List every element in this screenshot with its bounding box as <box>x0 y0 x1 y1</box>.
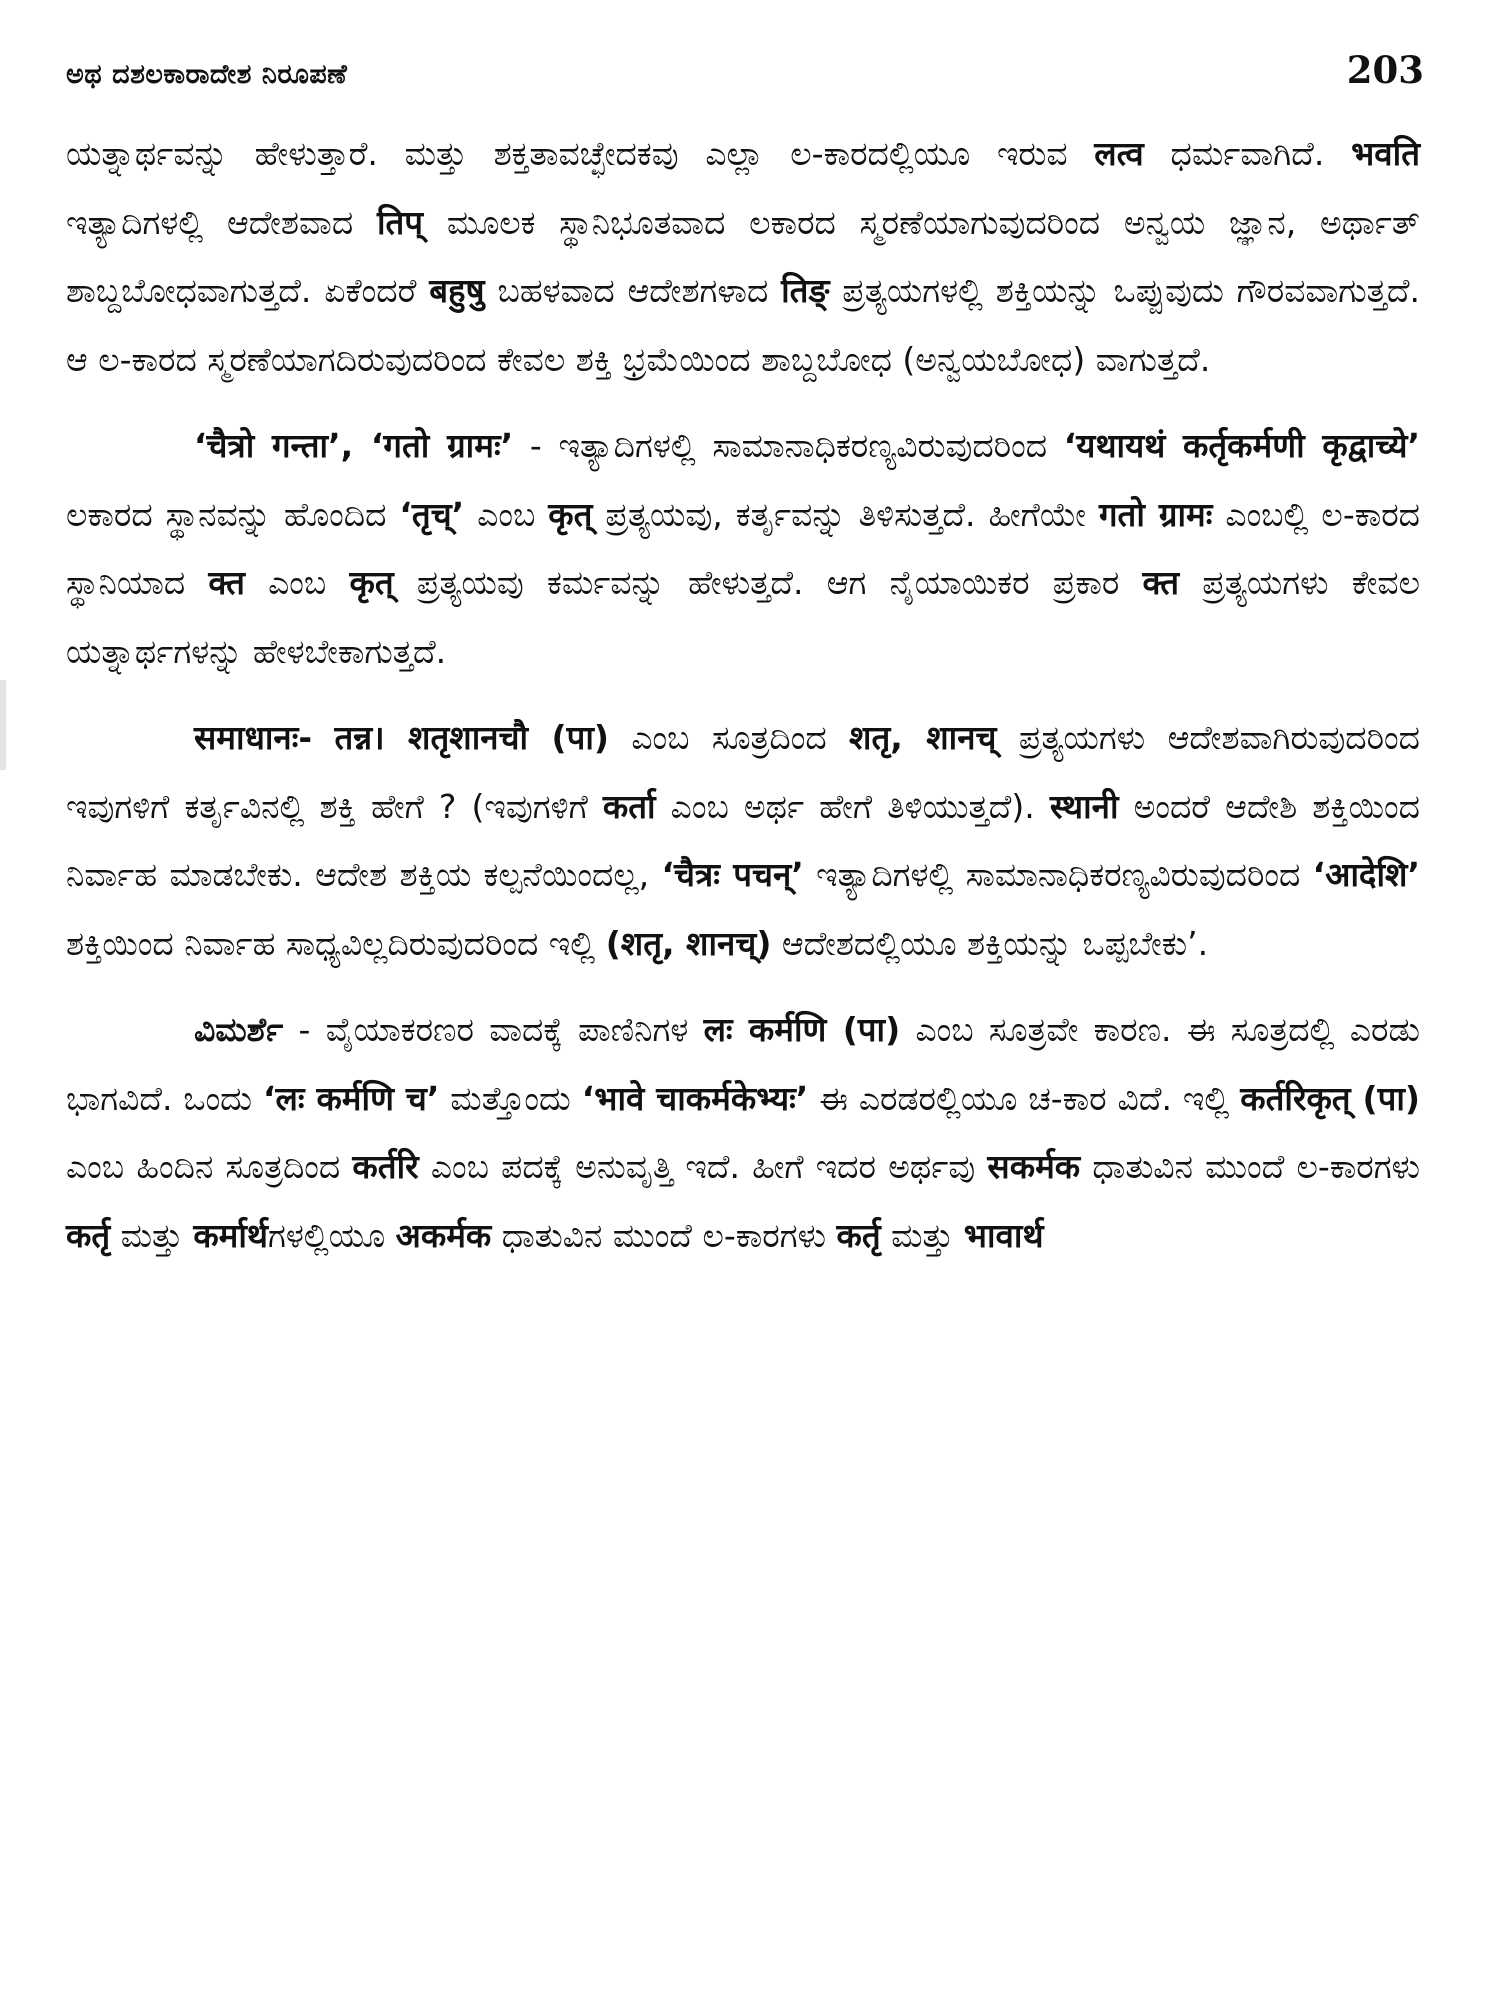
scan-edge-shadow <box>0 680 6 770</box>
kannada-text: ಎಂಬಲ್ಲಿ ಲ-ಕಾರದ ಸ್ಥಾನಿಯಾದ <box>66 494 1421 602</box>
kannada-text: ಬಹಳವಾದ ಆದೇಶಗಳಾದ <box>484 271 782 310</box>
sanskrit-term: शतृ, शानच् <box>849 718 997 757</box>
sanskrit-term: तिप् <box>376 202 424 242</box>
sanskrit-term: ‘तृच्’ <box>399 494 465 534</box>
sanskrit-term: कृत् <box>548 494 593 534</box>
kannada-text: ಯತ್ನಾರ್ಥವನ್ನು ಹೇಳುತ್ತಾರೆ. ಮತ್ತು ಶಕ್ತತಾವಚ್ಛೇದಕವು ಎಲ್ಲಾ ಲ-ಕಾರದಲ್ಲಿಯೂ ಇರುವ <box>66 134 1095 173</box>
paragraph-2 <box>66 412 1420 686</box>
sanskrit-term: कर्ता <box>602 786 656 826</box>
kannada-text: ಎಂಬ <box>244 563 350 602</box>
sanskrit-term: ‘लः कर्मणि च’ <box>262 1078 440 1118</box>
kannada-text: ಶಕ್ತಿಯಿಂದ ನಿರ್ವಾಹ ಸಾಧ್ಯವಿಲ್ಲದಿರುವುದರಿಂದ ಇಲ್ಲಿ <box>66 923 606 963</box>
sanskrit-term: अकर्मक <box>395 1215 492 1255</box>
sanskrit-term: क्त <box>1142 563 1180 602</box>
kannada-text: ಪ್ರತ್ಯಯಗಳು ಆದೇಶವಾಗಿರುವುದರಿಂದ ಇವುಗಳಿಗೆ ಕರ್ತೃವಿನಲ್ಲಿ ಶಕ್ತಿ ಹೇಗೆ ? (ಇವುಗಳಿಗೆ <box>66 718 1420 826</box>
sanskrit-term: ವಿಮರ್ಶೆ <box>194 1010 284 1049</box>
sanskrit-term: समाधानः- <box>194 718 313 757</box>
kannada-text: ಪ್ರತ್ಯಯವು ಕರ್ಮವನ್ನು ಹೇಳುತ್ತದೆ. ಆಗ ನೈಯಾಯಿಕರ ಪ್ರಕಾರ <box>393 563 1143 602</box>
sanskrit-term: कर्तरिकृत् (पा) <box>1240 1078 1420 1118</box>
kannada-text: ಮತ್ತು <box>110 1215 194 1255</box>
kannada-text: ಮತ್ತೊಂದು <box>439 1078 582 1118</box>
kannada-text: ಮೂಲಕ ಸ್ಥಾನಿಭೂತವಾದ ಲಕಾರದ ಸ್ಮರಣೆಯಾಗುವುದರಿಂದ ಅನ್ವಯ ಜ್ಞಾನ, ಅರ್ಥಾತ್ ಶಾಬ್ದಬೋಧವಾಗುತ್ತದೆ. ಏಕೆಂದರೆ <box>66 202 1420 310</box>
kannada-text: ಎಂಬ ಹಿಂದಿನ ಸೂತ್ರದಿಂದ <box>66 1147 353 1186</box>
kannada-text: ಧಾತುವಿನ ಮುಂದೆ ಲ-ಕಾರಗಳು <box>491 1215 837 1255</box>
sanskrit-term: ‘चैत्रो गन्ता’, ‘गतो ग्रामः’ <box>194 426 514 465</box>
kannada-text: ಇತ್ಯಾದಿಗಳಲ್ಲಿ ಆದೇಶವಾದ <box>66 202 377 242</box>
kannada-text: ಲಕಾರದ ಸ್ಥಾನವನ್ನು ಹೊಂದಿದ <box>66 494 400 534</box>
sanskrit-term: लत्व <box>1094 134 1144 173</box>
page-number: 203 <box>1346 48 1424 92</box>
sanskrit-term: कर्मार्थ <box>193 1215 269 1255</box>
running-header <box>66 48 1424 118</box>
kannada-text: ಧಾತುವಿನ ಮುಂದೆ ಲ-ಕಾರಗಳು <box>1080 1147 1420 1186</box>
sanskrit-term: ‘भावे चाकर्मकेभ्यः’ <box>581 1078 809 1118</box>
sanskrit-term: (शतृ, शानच्) <box>605 923 772 963</box>
kannada-text: ಇತ್ಯಾದಿಗಳಲ್ಲಿ ಸಾಮಾನಾಧಿಕರಣ್ಯವಿರುವುದರಿಂದ <box>803 855 1313 894</box>
sanskrit-term: लः कर्मणि (पा) <box>703 1010 901 1049</box>
sanskrit-term: बहुषु <box>429 271 485 310</box>
sanskrit-term: कर्तृ <box>66 1215 111 1255</box>
kannada-text: ಎಂಬ ಸೂತ್ರದಿಂದ <box>608 718 850 757</box>
sanskrit-term: तिङ् <box>781 271 830 310</box>
body-text <box>66 120 1420 1270</box>
sanskrit-term: स्थानी <box>1049 786 1119 826</box>
kannada-text: ಎಂಬ ಪದಕ್ಕೆ ಅನುವೃತ್ತಿ ಇದೆ. ಹೀಗೆ ಇದರ ಅರ್ಥವು <box>418 1147 988 1186</box>
sanskrit-term: ‘यथायथं कर्तृकर्मणी कृद्वाच्ये’ <box>1063 426 1421 465</box>
kannada-text: ಅಂದರೆ ಆದೇಶಿ ಶಕ್ತಿಯಿಂದ ನಿರ್ವಾಹ ಮಾಡಬೇಕು. ಆದೇಶ ಶಕ್ತಿಯ ಕಲ್ಪನೆಯಿಂದಲ್ಲ, <box>66 786 1420 894</box>
kannada-text: ಮತ್ತು <box>880 1215 964 1255</box>
sanskrit-term: भवति <box>1351 134 1420 173</box>
sanskrit-term: ‘आदेशि’ <box>1312 855 1420 894</box>
paragraph-4-vimarshe <box>66 996 1420 1270</box>
kannada-text: ಪ್ರತ್ಯಯಗಳು ಕೇವಲ ಯತ್ನಾರ್ಥಗಳನ್ನು ಹೇಳಬೇಕಾಗುತ್ತದೆ. <box>66 563 1420 671</box>
kannada-text: ಗಳಲ್ಲಿಯೂ <box>268 1215 396 1255</box>
kannada-text: ಆದೇಶದಲ್ಲಿಯೂ ಶಕ್ತಿಯನ್ನು ಒಪ್ಪಬೇಕು’. <box>771 923 1209 963</box>
sanskrit-term: क्त <box>208 563 245 602</box>
kannada-text: ಪ್ರತ್ಯಯಗಳಲ್ಲಿ ಶಕ್ತಿಯನ್ನು ಒಪ್ಪುವುದು ಗೌರವವಾಗುತ್ತದೆ. ಆ ಲ-ಕಾರದ ಸ್ಮರಣೆಯಾಗದಿರುವುದರಿಂದ ಕೇವಲ ಶಕ್ತಿ ಭ್ರಮೆಯಿಂದ ಶಾಬ್ದಬೋಧ (ಅನ್ವಯಬೋಧ) ವಾಗುತ್ತದೆ. <box>66 271 1420 379</box>
chapter-title: ಅಥ ದಶಲಕಾರಾದೇಶ ನಿರೂಪಣೆ <box>66 59 348 90</box>
sanskrit-term: कृत् <box>349 563 394 602</box>
kannada-text: - ಇತ್ಯಾದಿಗಳಲ್ಲಿ ಸಾಮಾನಾಧಿಕರಣ್ಯವಿರುವುದರಿಂದ <box>513 426 1064 465</box>
sanskrit-term: तन्न। शतृशानचौ (पा) <box>334 718 609 757</box>
kannada-text: ಈ ಎರಡರಲ್ಲಿಯೂ ಚ-ಕಾರ ವಿದೆ. ಇಲ್ಲಿ <box>808 1078 1241 1118</box>
sanskrit-term: ‘चैत्रः पचन्’ <box>661 855 804 894</box>
kannada-text: ಎಂಬ <box>464 494 549 534</box>
paragraph-3-samadhana <box>66 704 1420 978</box>
sanskrit-term: कर्तरि <box>352 1147 419 1186</box>
kannada-text: - ವೈಯಾಕರಣರ ವಾದಕ್ಕೆ ಪಾಣಿನಿಗಳ <box>283 1010 704 1049</box>
sanskrit-term: भावार्थ <box>963 1215 1044 1255</box>
kannada-text: ಪ್ರತ್ಯಯವು, ಕರ್ತೃವನ್ನು ತಿಳಿಸುತ್ತದೆ. ಹೀಗೆಯೇ <box>592 494 1099 534</box>
kannada-text <box>312 718 334 757</box>
kannada-text: ಎಂಬ ಅರ್ಥ ಹೇಗೆ ತಿಳಿಯುತ್ತದೆ). <box>655 786 1050 826</box>
sanskrit-term: कर्तृ <box>836 1215 881 1255</box>
sanskrit-term: सकर्मक <box>987 1147 1081 1186</box>
kannada-text: ಧರ್ಮವಾಗಿದೆ. <box>1143 134 1352 173</box>
paragraph-1 <box>66 120 1420 394</box>
kannada-text: ಎಂಬ ಸೂತ್ರವೇ ಕಾರಣ. ಈ ಸೂತ್ರದಲ್ಲಿ ಎರಡು ಭಾಗವಿದೆ. ಒಂದು <box>66 1010 1420 1118</box>
sanskrit-term: गतो ग्रामः <box>1098 494 1213 534</box>
